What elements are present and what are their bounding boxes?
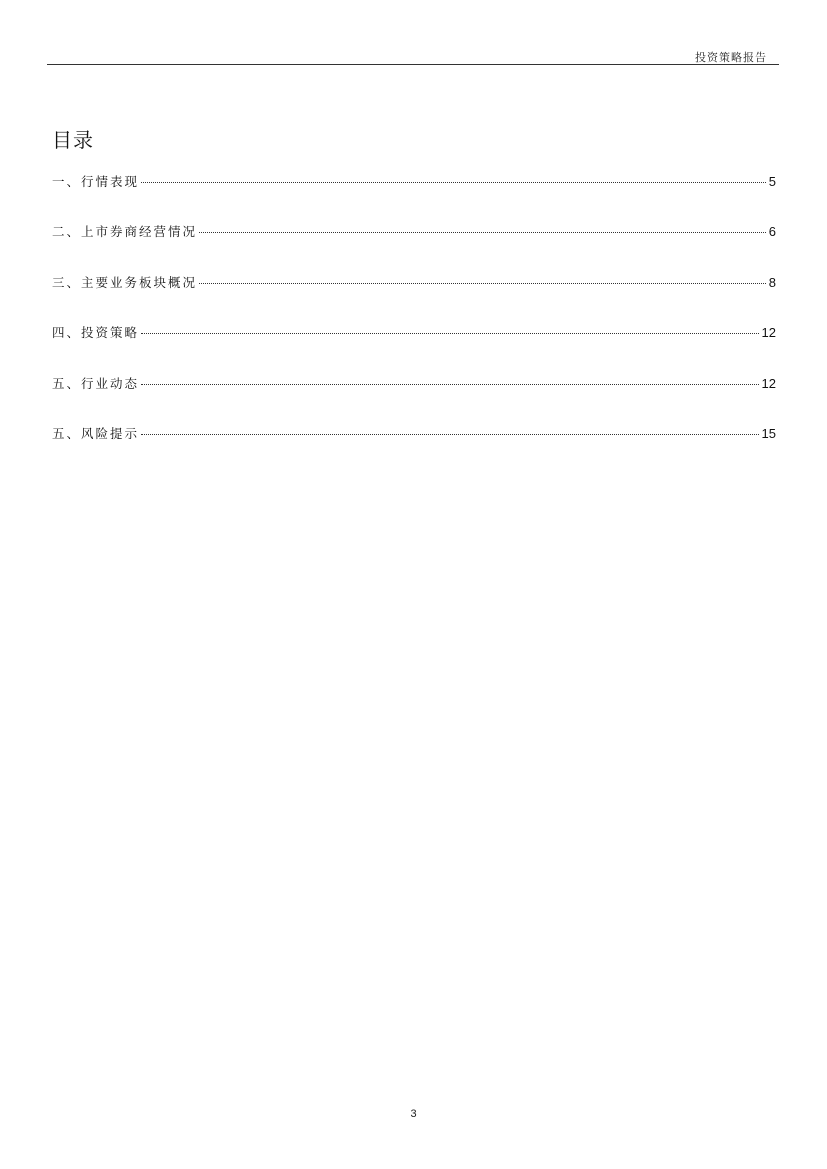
header-divider: [47, 64, 779, 65]
table-of-contents: [52, 172, 776, 474]
report-type-header: 投资策略报告: [695, 51, 767, 64]
toc-entry-page: 5: [768, 174, 776, 189]
toc-entry-label: 行情表现: [81, 174, 140, 189]
toc-dot-leader: [199, 283, 766, 284]
toc-dot-leader: [141, 182, 766, 183]
toc-entry-number: 五、: [52, 375, 82, 391]
toc-entry-page: 12: [761, 325, 776, 341]
toc-entry-page: 6: [768, 224, 776, 240]
toc-entry-number: 二、: [52, 224, 82, 240]
toc-entry-page: 15: [761, 425, 776, 441]
toc-entry-label: 上市券商经营情况: [81, 224, 198, 240]
toc-dot-leader: [141, 384, 759, 385]
toc-entry-broker-operations[interactable]: [52, 222, 776, 272]
toc-entry-label: 风险提示: [81, 425, 140, 441]
toc-entry-page: 8: [768, 274, 776, 290]
toc-heading: 目录: [52, 128, 94, 152]
toc-entry-number: 一、: [52, 174, 82, 189]
toc-entry-label: 主要业务板块概况: [81, 274, 198, 290]
toc-dot-leader: [141, 333, 759, 334]
toc-dot-leader: [199, 232, 766, 233]
toc-entry-number: 四、: [52, 325, 82, 341]
toc-entry-investment-strategy[interactable]: [52, 323, 776, 373]
toc-entry-number: 五、: [52, 425, 82, 441]
toc-entry-label: 投资策略: [81, 325, 140, 341]
toc-entry-page: 12: [761, 375, 776, 391]
toc-entry-number: 三、: [52, 274, 82, 290]
toc-entry-label: 行业动态: [81, 375, 140, 391]
toc-entry-business-segments[interactable]: [52, 273, 776, 323]
toc-dot-leader: [141, 434, 759, 435]
page-number: 3: [410, 1108, 417, 1120]
toc-entry-industry-news[interactable]: [52, 374, 776, 424]
toc-entry-market-performance[interactable]: [52, 172, 776, 222]
toc-entry-risk-warning[interactable]: [52, 424, 776, 474]
